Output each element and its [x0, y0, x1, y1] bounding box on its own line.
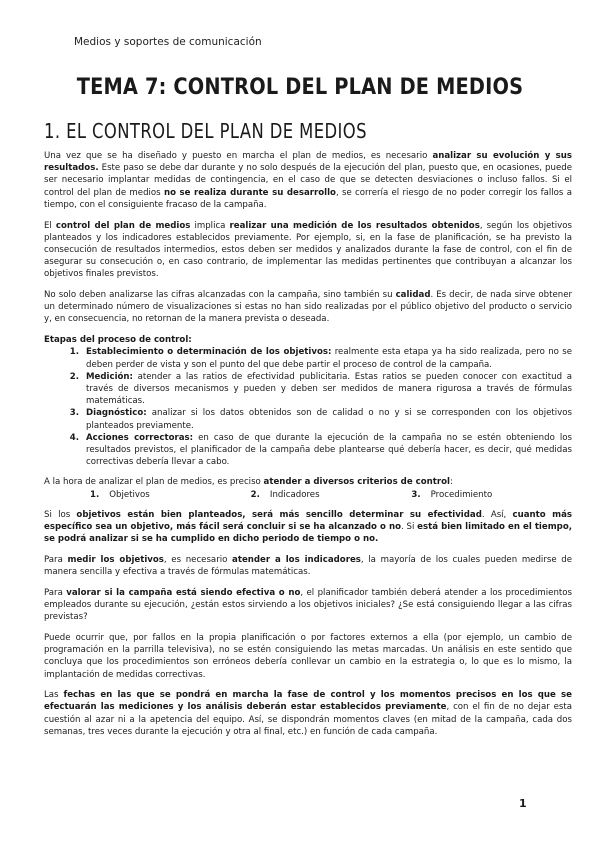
criteria-number: 1.: [90, 489, 100, 500]
text-run: implica: [190, 220, 230, 231]
stages-list: [44, 346, 572, 468]
stage-item: [82, 432, 572, 469]
stage-term: Acciones correctoras:: [86, 432, 194, 443]
criteria-label: Objetivos: [109, 489, 150, 500]
paragraph: [44, 220, 572, 281]
running-header: Medios y soportes de comunicación: [74, 36, 262, 48]
text-run: , con el fin de no dejar esta cuestión al azar ni a la apetencia del equipo. Así, se dispondrán momentos claves (en mitad de la campaña, cada dos semanas, tres veces durante la ejecución y otra al final, etc.) en función de cada campaña.: [44, 702, 573, 737]
criteria-list: [44, 489, 572, 501]
criteria-number: 2.: [250, 489, 260, 500]
criteria-item: [251, 489, 412, 501]
criteria-item: [411, 489, 572, 501]
page-number: 1: [519, 797, 527, 810]
bold-text-run: no se realiza durante su desarrollo: [163, 187, 336, 198]
text-run: :: [449, 477, 453, 488]
section-heading: 1. EL CONTROL DEL PLAN DE MEDIOS: [44, 119, 367, 143]
text-run: Si los: [44, 509, 77, 520]
stages-heading: Etapas del proceso de control:: [44, 335, 192, 346]
criteria-number: 3.: [411, 489, 421, 500]
text-run: Las: [44, 690, 64, 701]
paragraph: [44, 587, 572, 624]
text-run: , se correría el riesgo de no poder corregir los fallos a tiempo, con el consiguiente fracaso de la campaña.: [44, 187, 572, 210]
stage-text: en caso de que durante la ejecución de la campaña no se estén obteniendo los resultados previstos, el planificador de la campaña debe plantearse qué debería hacer, es decir, qué medidas correctivas debería llevar a cabo.: [86, 432, 573, 468]
text-run: Para: [44, 554, 68, 565]
paragraph: [44, 632, 572, 681]
text-run: Este paso se debe dar durante y no solo después de la ejecución del plan, puesto que, en ocasiones, puede ser necesario implantar medidas de contingencia, en el caso de que se detecten desviaciones o incluso fallos. Si el control del plan de medios: [44, 163, 572, 198]
text-run: A la hora de analizar el plan de medios, es preciso: [44, 477, 264, 488]
stage-text: atender a las ratios de efectividad publicitaria. Estas ratios se pueden conocer con exactitud a través de diversos mecanismos y pueden y deben ser medidos de manera rigurosa a través de fórmulas matemáticas.: [86, 371, 572, 407]
page-title: TEMA 7: CONTROL DEL PLAN DE MEDIOS: [76, 74, 524, 100]
body-text: [44, 150, 572, 747]
text-run: Puede ocurrir que, por fallos en la propia planificación o por factores externos a ella (por ejemplo, un cambio de programación en la parrilla televisiva), no se estén consiguiendo las metas marcadas. Un análisis en este sentido que concluya que los procedimientos son erróneos debería conllevar un cambio en la estrategia o, lo que es lo mismo, la implantación de medidas correctivas.: [44, 632, 572, 680]
paragraph: [44, 509, 572, 546]
bold-text-run: atender a los indicadores: [232, 554, 361, 565]
criteria-label: Indicadores: [269, 489, 320, 500]
bold-text-run: analizar su evolución y sus resultados.: [44, 151, 573, 174]
bold-text-run: valorar si la campaña está siendo efectiva o no: [66, 587, 301, 598]
bold-text-run: cuanto más específico sea un objetivo, más fácil será concluir si se ha alcanzado o no: [44, 509, 573, 532]
bold-text-run: calidad: [395, 290, 431, 301]
stage-term: Establecimiento o determinación de los objetivos:: [86, 347, 332, 358]
text-run: El: [44, 220, 56, 231]
criteria-intro: [44, 476, 572, 488]
paragraph: [44, 689, 572, 738]
text-run: . Es decir, de nada sirve obtener un determinado número de visualizaciones si estas no han sido realizadas por el público objetivo del producto o servicio y, en consecuencia, no retornan de la manera prevista o deseada.: [44, 290, 573, 325]
text-run: , según los objetivos planteados y los indicadores establecidos previamente. Por ejemplo, si, en la fase de planificación, se ha previsto la consecución de resultados intermedios, estos deben ser medidos y analizados durante la fase de control, con el fin de asegurar su consecución o, en caso contrario, de implementar las medidas pertinentes que contribuyan a alcanzar los objetivos finales previstos.: [44, 220, 572, 280]
text-run: , la mayoría de los cuales pueden medirse de manera sencilla y efectiva a través de fórmulas matemáticas.: [44, 554, 573, 578]
bold-text-run: realizar una medición de los resultados obtenidos: [229, 220, 480, 231]
stage-text: analizar si los datos obtenidos son de calidad o no y si se corresponden con los objetivos planteados previamente.: [86, 408, 572, 431]
paragraph: [44, 554, 572, 578]
bold-text-run: está bien limitado en el tiempo, se podrá analizar si se ha cumplido en dicho periodo de tiempo o no.: [44, 521, 572, 545]
stage-item: [82, 407, 572, 431]
criteria-item: [90, 489, 251, 501]
stage-term: Diagnóstico:: [86, 408, 147, 419]
paragraph: [44, 150, 572, 211]
stage-item: [82, 371, 572, 408]
bold-text-run: medir los objetivos: [67, 554, 164, 565]
stage-item: [82, 346, 572, 370]
text-run: , el planificador también deberá atender a los procedimientos empleados durante su ejecución, ¿están estos sirviendo a los objetivos iniciales? ¿Se está consiguiendo llegar a las cifras previstas?: [44, 587, 572, 623]
text-run: No solo deben analizarse las cifras alcanzadas con la campaña, sino también su: [44, 290, 396, 301]
text-run: . Así,: [481, 509, 513, 520]
stage-term: Medición:: [86, 371, 133, 382]
bold-text-run: control del plan de medios: [55, 220, 191, 231]
text-run: Para: [44, 587, 67, 598]
bold-text-run: fechas en las que se pondrá en marcha la fase de control y los momentos precisos en los que se efectuarán las mediciones y los análisis deberán estar establecidos previamente: [44, 690, 572, 713]
text-run: Una vez que se ha diseñado y puesto en marcha el plan de medios, es necesario: [44, 151, 433, 161]
text-run: , es necesario: [163, 554, 233, 565]
text-run: . Si: [401, 521, 418, 532]
criteria-label: Procedimiento: [430, 489, 493, 500]
bold-text-run: objetivos están bien planteados, será más sencillo determinar su efectividad: [76, 509, 482, 520]
bold-text-run: atender a diversos criterios de control: [263, 477, 450, 488]
paragraph: [44, 289, 572, 326]
stage-text: realmente esta etapa ya ha sido realizada, pero no se deben perder de vista y son el punto del que debe partir el proceso de control de la campaña.: [86, 347, 572, 370]
